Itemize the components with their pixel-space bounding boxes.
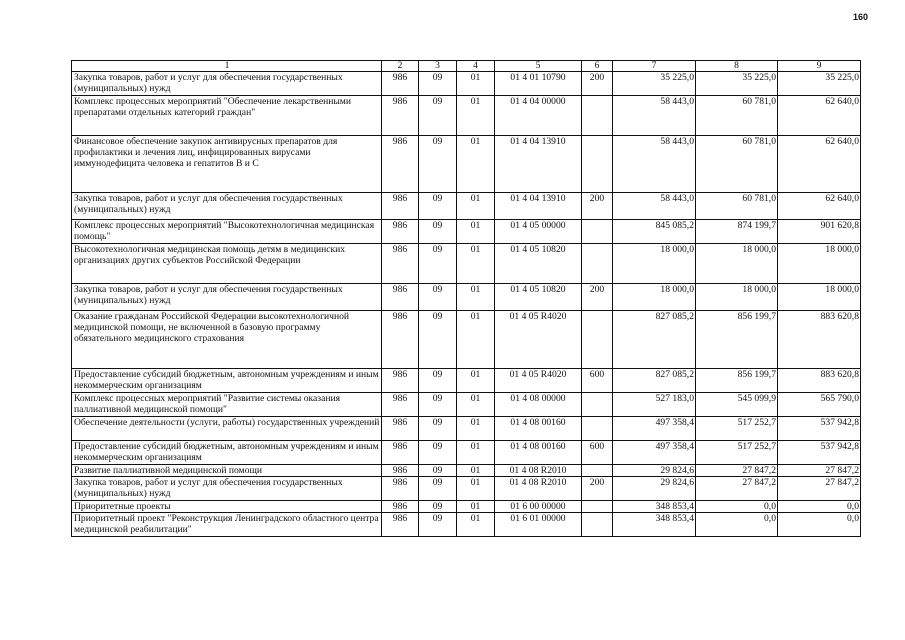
expense-type-cell xyxy=(582,96,613,136)
table-row xyxy=(72,441,861,465)
target-article-cell: 01 6 00 00000 xyxy=(495,501,582,513)
subsection-code-cell: 01 xyxy=(457,465,495,477)
amount-year2-cell: 18 000,0 xyxy=(696,244,778,284)
amount-year3-cell: 565 790,0 xyxy=(778,393,861,417)
section-code-cell: 09 xyxy=(419,284,457,311)
section-code-cell: 09 xyxy=(419,311,457,369)
target-article-cell: 01 4 08 R2010 xyxy=(495,465,582,477)
row-name-cell: Развитие паллиативной медицинской помощи xyxy=(72,465,382,477)
table-row xyxy=(72,193,861,220)
table-row xyxy=(72,465,861,477)
column-number-1: 1 xyxy=(72,61,382,72)
gr-code-cell: 986 xyxy=(382,465,419,477)
amount-year3-cell: 27 847,2 xyxy=(778,477,861,501)
gr-code-cell: 986 xyxy=(382,477,419,501)
table-row xyxy=(72,393,861,417)
expense-type-cell xyxy=(582,465,613,477)
expense-type-cell: 200 xyxy=(582,193,613,220)
column-number-4: 4 xyxy=(457,61,495,72)
amount-year3-cell: 18 000,0 xyxy=(778,244,861,284)
row-name-cell: Комплекс процессных мероприятий "Развитие системы оказания паллиативной медицинской помощи" xyxy=(72,393,382,417)
target-article-cell: 01 4 05 R4020 xyxy=(495,311,582,369)
expense-type-cell xyxy=(582,244,613,284)
gr-code-cell: 986 xyxy=(382,441,419,465)
row-name-cell: Закупка товаров, работ и услуг для обеспечения государственных (муниципальных) нужд xyxy=(72,284,382,311)
section-code-cell: 09 xyxy=(419,417,457,441)
gr-code-cell: 986 xyxy=(382,244,419,284)
gr-code-cell: 986 xyxy=(382,393,419,417)
subsection-code-cell: 01 xyxy=(457,193,495,220)
amount-year1-cell: 348 853,4 xyxy=(613,513,696,537)
amount-year1-cell: 18 000,0 xyxy=(613,284,696,311)
gr-code-cell: 986 xyxy=(382,513,419,537)
expense-type-cell xyxy=(582,501,613,513)
row-name-cell: Приоритетные проекты xyxy=(72,501,382,513)
subsection-code-cell: 01 xyxy=(457,220,495,244)
subsection-code-cell: 01 xyxy=(457,244,495,284)
section-code-cell: 09 xyxy=(419,96,457,136)
gr-code-cell: 986 xyxy=(382,136,419,193)
target-article-cell: 01 4 04 00000 xyxy=(495,96,582,136)
row-name-cell: Высокотехнологичная медицинская помощь детям в медицинских организациях других субъектов Российской Федерации xyxy=(72,244,382,284)
gr-code-cell: 986 xyxy=(382,96,419,136)
row-name-cell: Обеспечение деятельности (услуги, работы) государственных учреждений xyxy=(72,417,382,441)
amount-year2-cell: 517 252,7 xyxy=(696,441,778,465)
expense-type-cell: 200 xyxy=(582,477,613,501)
amount-year2-cell: 27 847,2 xyxy=(696,477,778,501)
gr-code-cell: 986 xyxy=(382,284,419,311)
row-name-cell: Финансовое обеспечение закупок антивирусных препаратов для профилактики и лечения лиц, инфицированных вирусами иммунодефицита человека и гепатитов В и С xyxy=(72,136,382,193)
section-code-cell: 09 xyxy=(419,441,457,465)
section-code-cell: 09 xyxy=(419,193,457,220)
section-code-cell: 09 xyxy=(419,72,457,96)
table-row xyxy=(72,136,861,193)
amount-year2-cell: 517 252,7 xyxy=(696,417,778,441)
amount-year3-cell: 62 640,0 xyxy=(778,136,861,193)
amount-year3-cell: 537 942,8 xyxy=(778,441,861,465)
section-code-cell: 09 xyxy=(419,501,457,513)
target-article-cell: 01 4 08 R2010 xyxy=(495,477,582,501)
column-number-9: 9 xyxy=(778,61,861,72)
amount-year3-cell: 901 620,8 xyxy=(778,220,861,244)
amount-year1-cell: 58 443,0 xyxy=(613,193,696,220)
amount-year1-cell: 827 085,2 xyxy=(613,369,696,393)
section-code-cell: 09 xyxy=(419,393,457,417)
target-article-cell: 01 4 08 00000 xyxy=(495,393,582,417)
section-code-cell: 09 xyxy=(419,136,457,193)
expense-type-cell xyxy=(582,311,613,369)
column-number-7: 7 xyxy=(613,61,696,72)
target-article-cell: 01 4 08 00160 xyxy=(495,441,582,465)
subsection-code-cell: 01 xyxy=(457,96,495,136)
target-article-cell: 01 4 05 10820 xyxy=(495,244,582,284)
amount-year2-cell: 35 225,0 xyxy=(696,72,778,96)
subsection-code-cell: 01 xyxy=(457,284,495,311)
target-article-cell: 01 4 04 13910 xyxy=(495,193,582,220)
amount-year3-cell: 62 640,0 xyxy=(778,96,861,136)
column-number-8: 8 xyxy=(696,61,778,72)
expense-type-cell xyxy=(582,417,613,441)
target-article-cell: 01 4 05 00000 xyxy=(495,220,582,244)
row-name-cell: Закупка товаров, работ и услуг для обеспечения государственных (муниципальных) нужд xyxy=(72,72,382,96)
section-code-cell: 09 xyxy=(419,465,457,477)
target-article-cell: 01 4 05 R4020 xyxy=(495,369,582,393)
expense-type-cell xyxy=(582,136,613,193)
subsection-code-cell: 01 xyxy=(457,501,495,513)
row-name-cell: Приоритетный проект "Реконструкция Ленинградского областного центра медицинской реабилитации" xyxy=(72,513,382,537)
section-code-cell: 09 xyxy=(419,513,457,537)
amount-year1-cell: 35 225,0 xyxy=(613,72,696,96)
gr-code-cell: 986 xyxy=(382,72,419,96)
amount-year3-cell: 0,0 xyxy=(778,501,861,513)
table-row xyxy=(72,220,861,244)
amount-year3-cell: 883 620,8 xyxy=(778,369,861,393)
amount-year2-cell: 856 199,7 xyxy=(696,369,778,393)
target-article-cell: 01 4 05 10820 xyxy=(495,284,582,311)
table-row xyxy=(72,96,861,136)
amount-year3-cell: 18 000,0 xyxy=(778,284,861,311)
amount-year3-cell: 0,0 xyxy=(778,513,861,537)
amount-year2-cell: 545 099,9 xyxy=(696,393,778,417)
column-number-3: 3 xyxy=(419,61,457,72)
row-name-cell: Комплекс процессных мероприятий "Высокотехнологичная медицинская помощь" xyxy=(72,220,382,244)
gr-code-cell: 986 xyxy=(382,311,419,369)
expense-type-cell xyxy=(582,220,613,244)
amount-year1-cell: 827 085,2 xyxy=(613,311,696,369)
target-article-cell: 01 4 08 00160 xyxy=(495,417,582,441)
amount-year2-cell: 60 781,0 xyxy=(696,96,778,136)
amount-year1-cell: 58 443,0 xyxy=(613,136,696,193)
page-number: 160 xyxy=(852,12,868,22)
amount-year2-cell: 0,0 xyxy=(696,501,778,513)
expense-type-cell xyxy=(582,513,613,537)
amount-year1-cell: 348 853,4 xyxy=(613,501,696,513)
amount-year1-cell: 497 358,4 xyxy=(613,417,696,441)
expense-type-cell: 200 xyxy=(582,72,613,96)
table-row xyxy=(72,369,861,393)
subsection-code-cell: 01 xyxy=(457,417,495,441)
amount-year1-cell: 29 824,6 xyxy=(613,465,696,477)
amount-year2-cell: 60 781,0 xyxy=(696,136,778,193)
column-number-5: 5 xyxy=(495,61,582,72)
subsection-code-cell: 01 xyxy=(457,136,495,193)
subsection-code-cell: 01 xyxy=(457,393,495,417)
amount-year1-cell: 497 358,4 xyxy=(613,441,696,465)
table-row xyxy=(72,244,861,284)
amount-year2-cell: 18 000,0 xyxy=(696,284,778,311)
table-row xyxy=(72,72,861,96)
row-name-cell: Оказание гражданам Российской Федерации высокотехнологичной медицинской помощи, не включенной в базовую программу обязательного медицинского страхования xyxy=(72,311,382,369)
budget-table-body xyxy=(72,61,861,537)
row-name-cell: Закупка товаров, работ и услуг для обеспечения государственных (муниципальных) нужд xyxy=(72,193,382,220)
section-code-cell: 09 xyxy=(419,369,457,393)
column-number-2: 2 xyxy=(382,61,419,72)
target-article-cell: 01 6 01 00000 xyxy=(495,513,582,537)
expense-type-cell: 600 xyxy=(582,369,613,393)
amount-year2-cell: 0,0 xyxy=(696,513,778,537)
amount-year1-cell: 18 000,0 xyxy=(613,244,696,284)
amount-year2-cell: 874 199,7 xyxy=(696,220,778,244)
budget-table xyxy=(71,60,861,537)
subsection-code-cell: 01 xyxy=(457,311,495,369)
amount-year3-cell: 883 620,8 xyxy=(778,311,861,369)
row-name-cell: Предоставление субсидий бюджетным, автономным учреждениям и иным некоммерческим организациям xyxy=(72,441,382,465)
column-number-6: 6 xyxy=(582,61,613,72)
gr-code-cell: 986 xyxy=(382,417,419,441)
amount-year3-cell: 35 225,0 xyxy=(778,72,861,96)
subsection-code-cell: 01 xyxy=(457,477,495,501)
column-number-row xyxy=(72,61,861,72)
table-row xyxy=(72,513,861,537)
amount-year1-cell: 58 443,0 xyxy=(613,96,696,136)
table-row xyxy=(72,417,861,441)
subsection-code-cell: 01 xyxy=(457,72,495,96)
subsection-code-cell: 01 xyxy=(457,513,495,537)
subsection-code-cell: 01 xyxy=(457,441,495,465)
section-code-cell: 09 xyxy=(419,244,457,284)
gr-code-cell: 986 xyxy=(382,220,419,244)
section-code-cell: 09 xyxy=(419,477,457,501)
amount-year3-cell: 27 847,2 xyxy=(778,465,861,477)
gr-code-cell: 986 xyxy=(382,501,419,513)
amount-year3-cell: 537 942,8 xyxy=(778,417,861,441)
table-row xyxy=(72,284,861,311)
expense-type-cell: 600 xyxy=(582,441,613,465)
amount-year2-cell: 60 781,0 xyxy=(696,193,778,220)
target-article-cell: 01 4 01 10790 xyxy=(495,72,582,96)
row-name-cell: Закупка товаров, работ и услуг для обеспечения государственных (муниципальных) нужд xyxy=(72,477,382,501)
table-row xyxy=(72,477,861,501)
amount-year1-cell: 845 085,2 xyxy=(613,220,696,244)
gr-code-cell: 986 xyxy=(382,369,419,393)
amount-year2-cell: 27 847,2 xyxy=(696,465,778,477)
amount-year2-cell: 856 199,7 xyxy=(696,311,778,369)
table-row xyxy=(72,311,861,369)
subsection-code-cell: 01 xyxy=(457,369,495,393)
row-name-cell: Предоставление субсидий бюджетным, автономным учреждениям и иным некоммерческим организациям xyxy=(72,369,382,393)
target-article-cell: 01 4 04 13910 xyxy=(495,136,582,193)
amount-year1-cell: 527 183,0 xyxy=(613,393,696,417)
gr-code-cell: 986 xyxy=(382,193,419,220)
expense-type-cell: 200 xyxy=(582,284,613,311)
expense-type-cell xyxy=(582,393,613,417)
table-row xyxy=(72,501,861,513)
row-name-cell: Комплекс процессных мероприятий "Обеспечение лекарственными препаратами отдельных категорий граждан" xyxy=(72,96,382,136)
section-code-cell: 09 xyxy=(419,220,457,244)
amount-year1-cell: 29 824,6 xyxy=(613,477,696,501)
amount-year3-cell: 62 640,0 xyxy=(778,193,861,220)
